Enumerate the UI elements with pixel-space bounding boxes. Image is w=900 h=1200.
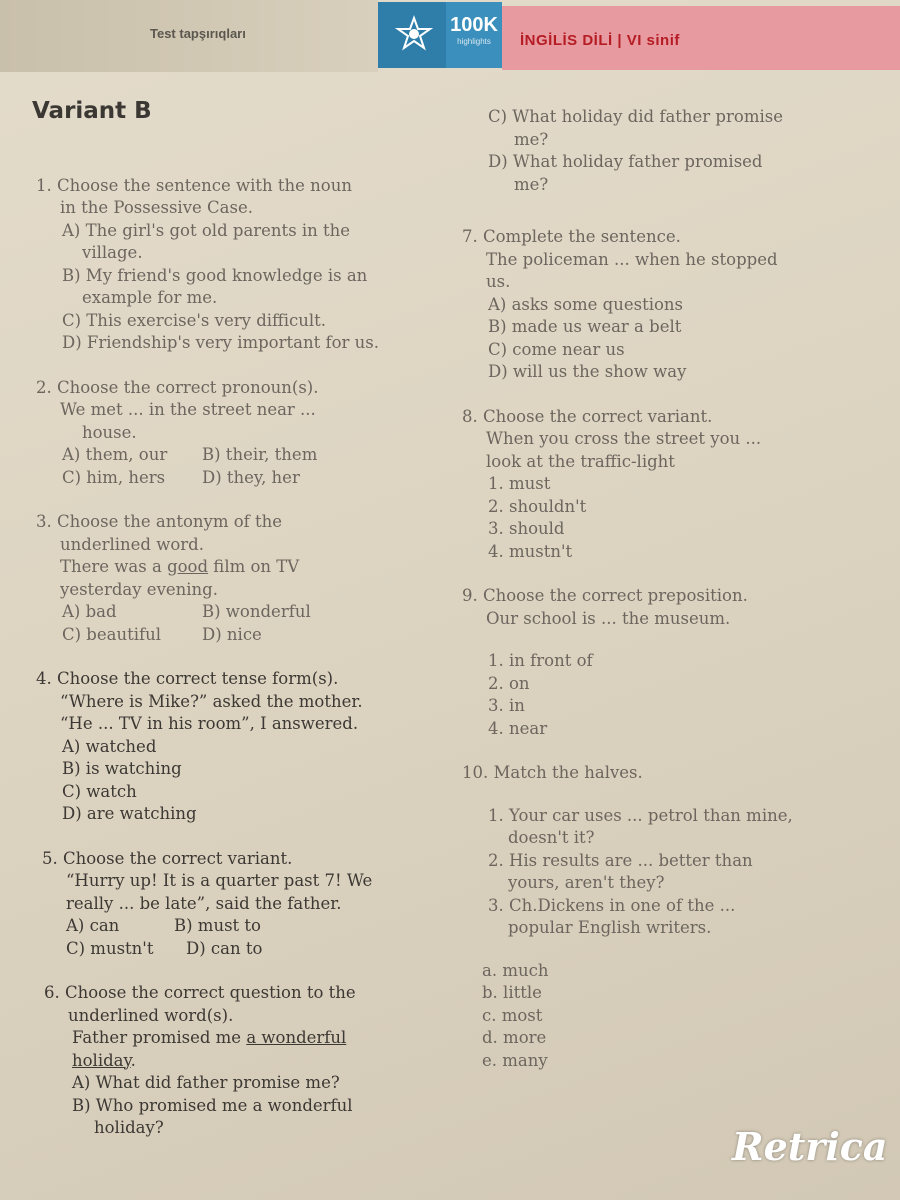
q1-option-a-cont: village. — [82, 243, 143, 262]
q10-item-1-cont: doesn't it? — [508, 828, 595, 847]
question-3 — [36, 511, 456, 646]
question-9 — [462, 585, 882, 740]
q10-stem: 10. Match the halves. — [462, 763, 643, 782]
q3-stem-cont: underlined word. — [60, 534, 204, 554]
question-6 — [36, 982, 456, 1140]
q8-option-3: 3. should — [488, 519, 565, 538]
badge-title: 100K — [450, 14, 498, 36]
q4-option-b: B) is watching — [62, 759, 182, 778]
q10-item-1: 1. Your car uses ... petrol than mine, — [488, 805, 793, 825]
q1-option-d: D) Friendship's very important for us. — [62, 333, 379, 352]
star-logo-icon — [394, 15, 434, 55]
q9-option-4: 4. near — [488, 718, 548, 738]
q6-stem: 6. Choose the correct question to the — [44, 983, 356, 1002]
q6-sentence — [44, 1027, 456, 1050]
q1-option-c: C) This exercise's very difficult. — [62, 310, 327, 330]
q6-option-a: A) What did father promise me? — [72, 1073, 340, 1092]
q8-sentence: When you cross the street you ... — [486, 429, 762, 448]
q10-option-b: b. little — [482, 983, 542, 1002]
q3-option-c: C) beautiful — [62, 624, 162, 644]
q2-option-d: D) they, her — [202, 467, 300, 487]
q3-stem: 3. Choose the antonym of the — [36, 512, 283, 531]
question-4 — [36, 668, 456, 826]
q6-option-b: B) Who promised me a wonderful — [72, 1095, 353, 1115]
question-6-continued — [462, 106, 882, 196]
question-10 — [462, 762, 882, 1072]
q5-sentence-1: “Hurry up! It is a quarter past 7! We — [66, 871, 373, 890]
q8-option-1: 1. must — [488, 474, 551, 493]
q9-option-2: 2. on — [488, 673, 530, 693]
q8-sentence-cont: look at the traffic-light — [486, 451, 675, 471]
q10-option-a: a. much — [482, 960, 549, 980]
q6-underlined-word-cont: holiday — [72, 1050, 131, 1070]
q8-option-2: 2. shouldn't — [488, 496, 587, 516]
q6-sentence-end: . — [130, 1050, 136, 1070]
q8-stem: 8. Choose the correct variant. — [462, 406, 713, 426]
q7-option-c: C) come near us — [488, 339, 625, 359]
subject-title: İNGİLİS DİLİ | VI sinif — [520, 32, 680, 49]
q3-sentence — [36, 556, 456, 579]
q1-option-a: A) The girl's got old parents in the — [62, 220, 351, 240]
q5-sentence-2: really ... be late”, said the father. — [66, 893, 342, 913]
q9-option-3: 3. in — [488, 696, 525, 715]
q10-item-3-cont: popular English writers. — [508, 918, 712, 937]
q4-stem: 4. Choose the correct tense form(s). — [36, 669, 339, 688]
q6-stem-cont: underlined word(s). — [68, 1005, 234, 1025]
question-8 — [462, 406, 882, 564]
q6-option-d: D) What holiday father promised — [488, 152, 763, 171]
q3-option-d: D) nice — [202, 624, 262, 644]
edition-badge — [446, 2, 502, 68]
q5-option-d: D) can to — [186, 938, 263, 958]
q10-item-3: 3. Ch.Dickens in one of the ... — [488, 895, 736, 915]
q8-option-4: 4. mustn't — [488, 541, 573, 561]
q6-option-d-cont: me? — [514, 174, 549, 194]
q9-option-1: 1. in front of — [488, 651, 593, 670]
q10-option-d: d. more — [482, 1028, 547, 1047]
q9-stem: 9. Choose the correct preposition. — [462, 586, 748, 605]
q7-stem: 7. Complete the sentence. — [462, 227, 681, 246]
q3-sentence-post: film on TV — [208, 557, 300, 576]
q10-option-e: e. many — [482, 1050, 548, 1070]
q6-option-c: C) What holiday did father promise — [488, 107, 783, 126]
q2-option-c: C) him, hers — [62, 467, 166, 487]
q2-option-b: B) their, them — [202, 445, 318, 464]
retrica-watermark: Retrica — [732, 1124, 888, 1169]
right-column — [462, 106, 882, 1094]
q3-underlined-word: good — [167, 557, 209, 576]
q6-option-c-cont: me? — [514, 129, 549, 149]
q4-sentence-1: “Where is Mike?” asked the mother. — [60, 691, 363, 711]
q3-option-b: B) wonderful — [202, 602, 311, 621]
header-left-band — [0, 0, 378, 72]
q9-sentence: Our school is ... the museum. — [486, 608, 731, 628]
q7-option-d: D) will us the show way — [488, 362, 687, 381]
q1-option-b-cont: example for me. — [82, 288, 218, 307]
badge-subtitle: highlights — [457, 37, 491, 46]
q5-option-a: A) can — [66, 916, 120, 935]
question-1 — [36, 175, 456, 355]
q2-stem: 2. Choose the correct pronoun(s). — [36, 377, 319, 397]
header-subject-band — [502, 6, 900, 70]
q6-underlined-words: a wonderful — [246, 1028, 347, 1047]
question-7 — [462, 226, 882, 384]
q4-option-a: A) watched — [62, 736, 157, 756]
q5-option-b: B) must to — [174, 916, 261, 935]
header-left-text: Test tapşırıqları — [150, 26, 246, 41]
q1-option-b: B) My friend's good knowledge is an — [62, 265, 368, 285]
q5-stem: 5. Choose the correct variant. — [42, 848, 293, 868]
q10-option-c: c. most — [482, 1005, 543, 1025]
q6-option-b-cont: holiday? — [94, 1118, 164, 1137]
q6-sentence-cont — [44, 1050, 456, 1073]
q7-sentence: The policeman ... when he stopped — [486, 249, 778, 269]
q3-option-a: A) bad — [62, 602, 117, 621]
q7-option-a: A) asks some questions — [488, 294, 684, 314]
q10-item-2: 2. His results are ... better than — [488, 850, 753, 870]
question-5 — [36, 848, 456, 961]
left-column — [32, 98, 456, 1162]
q1-stem-cont: in the Possessive Case. — [60, 198, 253, 217]
variant-title: Variant B — [32, 98, 152, 124]
q2-sentence: We met ... in the street near ... — [60, 400, 316, 419]
q2-sentence-cont: house. — [82, 422, 137, 442]
q10-item-2-cont: yours, aren't they? — [508, 873, 665, 892]
q6-sentence-pre: Father promised me — [72, 1028, 247, 1047]
question-2 — [36, 377, 456, 490]
publisher-logo — [378, 2, 450, 68]
q4-sentence-2: “He ... TV in his room”, I answered. — [60, 714, 359, 733]
q3-sentence-pre: There was a — [60, 557, 168, 576]
q7-sentence-cont: us. — [486, 272, 511, 291]
q2-option-a: A) them, our — [62, 445, 168, 464]
q7-option-b: B) made us wear a belt — [488, 317, 682, 336]
q4-option-c: C) watch — [62, 781, 137, 801]
q1-stem: 1. Choose the sentence with the noun — [36, 175, 352, 195]
q3-sentence-cont: yesterday evening. — [60, 579, 218, 599]
q4-option-d: D) are watching — [62, 804, 197, 823]
q5-option-c: C) mustn't — [66, 938, 154, 958]
